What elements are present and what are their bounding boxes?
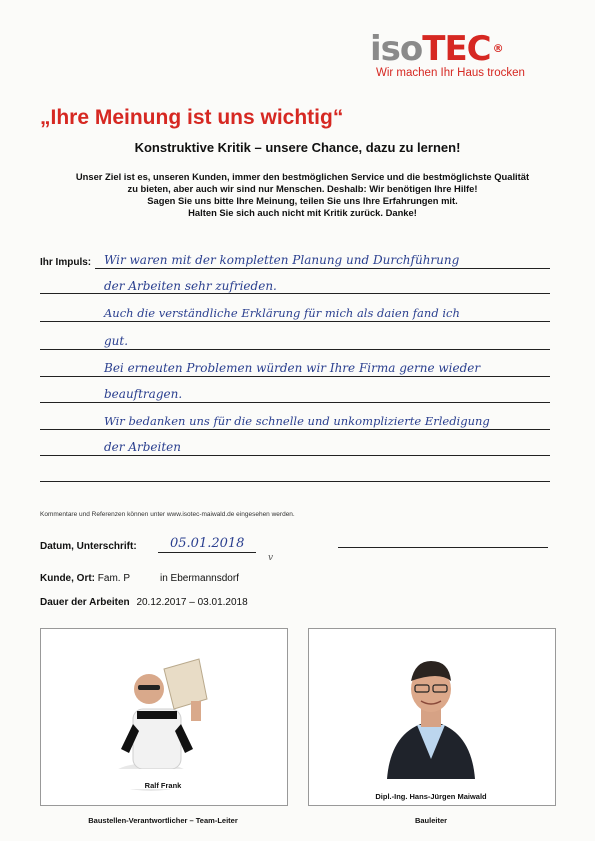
ruled-line [40,481,550,482]
photo-ralf-frank [40,628,288,806]
date-row [40,541,137,552]
dauer-label: Dauer der Arbeiten [40,597,130,608]
kunde-name: Fam. P [97,573,131,584]
intro-line: Halten Sie sich auch nicht mit Kritik zurück. Danke! [188,207,417,218]
person-photo-illustration [41,629,287,805]
ruled-line [40,293,550,294]
handwritten-line: der Arbeiten [104,440,182,454]
logo-iso: iso [370,29,423,69]
handwritten-line: der Arbeiten sehr zufrieden. [104,279,277,293]
registered-mark: ® [492,42,503,55]
ruled-line [40,321,550,322]
date-line [158,552,256,553]
date-label: Datum, Unterschrift: [40,541,137,552]
dauer-row [40,597,248,608]
logo-wordmark [370,29,540,69]
photo-hans-juergen-maiwald [308,628,556,806]
person-name-1: Ralf Frank [144,781,182,790]
person-name-2: Dipl.-Ing. Hans-Jürgen Maiwald [375,792,487,801]
ruled-line [40,349,550,350]
kunde-row [40,573,130,584]
subheadline: Konstruktive Kritik – unsere Chance, dazu zu lernen! [134,140,461,155]
isotec-logo [370,29,540,79]
references-note: Kommentare und Referenzen können unter www.isotec-maiwald.de eingesehen werden. [40,511,295,518]
ruled-line [40,455,550,456]
person-photo-illustration [309,629,555,805]
ruled-line [40,429,550,430]
pen-mark: v [268,553,274,563]
headline: „Ihre Meinung ist uns wichtig“ [40,106,344,129]
handwritten-line: gut. [104,334,129,348]
handwritten-line: Wir bedanken uns für die schnelle und unkomplizierte Erledigung [104,414,490,428]
handwritten-line: beauftragen. [104,387,183,401]
intro-line: zu bieten, aber auch wir sind nur Menschen. Deshalb: Wir benötigen Ihre Hilfe! [127,183,478,194]
ruled-line [40,402,550,403]
kunde-ort: in Ebermannsdorf [160,573,239,584]
handwritten-line: Bei erneuten Problemen würden wir Ihre Firma gerne wieder [104,361,481,375]
kunde-label: Kunde, Ort: [40,573,95,584]
logo-tec: TEC [422,29,491,69]
impuls-label: Ihr Impuls: [40,257,92,268]
person-role-2: Bauleiter [414,816,448,825]
handwritten-line: Wir waren mit der kompletten Planung und Durchführung [104,253,460,267]
ruled-line [40,376,550,377]
intro-line: Sagen Sie uns bitte Ihre Meinung, teilen Sie uns Ihre Erfahrungen mit. [147,195,458,206]
signature-line [338,547,548,548]
date-value: 05.01.2018 [170,536,245,551]
dauer-value: 20.12.2017 – 03.01.2018 [136,597,248,608]
logo-tagline: Wir machen Ihr Haus trocken [376,67,525,79]
intro-line: Unser Ziel ist es, unseren Kunden, immer den bestmöglichen Service und die bestmöglichste Qualität [75,171,530,182]
intro-text [40,171,565,219]
handwritten-line: Auch die verständliche Erklärung für mich als daien fand ich [104,306,460,320]
ruled-line [95,268,550,269]
person-role-1: Baustellen-Verantwortlicher – Team-Leiter [88,816,238,825]
